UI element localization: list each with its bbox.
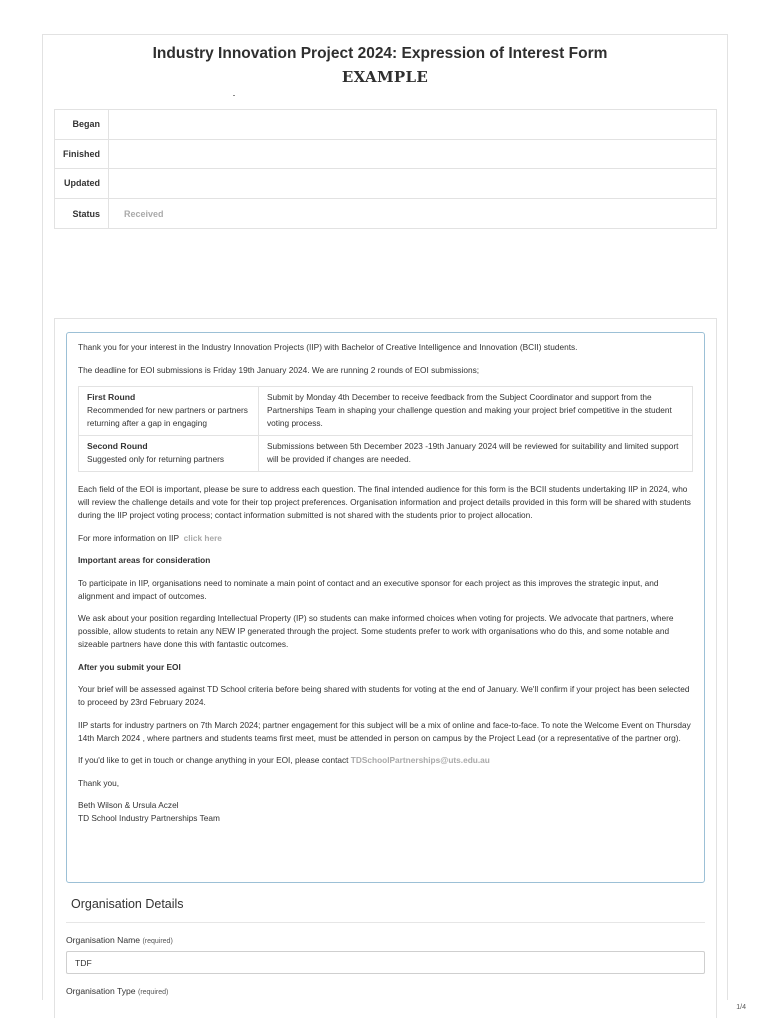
thanks-text: Thank you, [78, 777, 120, 788]
divider-dot [233, 95, 235, 96]
organisation-name-field[interactable]: TDF [66, 951, 705, 974]
contact-line [78, 754, 693, 767]
form-body [54, 318, 717, 1018]
round-detail: Submissions between 5th December 2023 -19th January 2024 will be reviewed for suitability and limited support will be provided if changes are needed. [259, 436, 693, 472]
round-note: Suggested only for returning partners [87, 454, 224, 464]
meta-row-finished [55, 140, 716, 170]
required-marker: (required) [137, 989, 169, 996]
assessed-text: Your brief will be assessed against TD School criteria before being shared with students for voting at the end of January. We'll confirm if your project has been selected to proceed by 23rd February 2024. [78, 684, 690, 707]
organisation-name-label [66, 935, 173, 945]
starts-text: IIP starts for industry partners on 7th March 2024; partner engagement for this subject will be a mix of online and face-to-face. To note the Welcome Event on Thursday 14th March 2024 , where partners and students teams first meet, must be attended in person on campus by the Project Lead (or a representative of the partner org). [78, 719, 691, 743]
rounds-table [78, 386, 693, 472]
meta-label: Status [55, 199, 109, 229]
field-label-text: Organisation Type [66, 986, 136, 996]
important-heading: Important areas for consideration [78, 555, 211, 565]
click-here-link[interactable]: click here [183, 532, 222, 543]
meta-value [109, 110, 716, 139]
meta-row-began [55, 110, 716, 140]
ip-text: We ask about your position regarding Intellectual Property (IP) so students can make informed choices when voting for projects. We advocate that partners, where possible, allow students to retain any NEW IP generated through the project. Some students prefer to work with organisations who do this, and some notable and sizeable partners have done this with fantastic outcomes. [78, 613, 674, 649]
deadline-text: The deadline for EOI submissions is Friday 19th January 2024. We are running 2 rounds of EOI submissions; [78, 364, 480, 375]
round-row-first [79, 387, 693, 436]
meta-value [109, 169, 716, 198]
required-marker: (required) [142, 938, 173, 945]
more-info-text: For more information on IIP [78, 532, 179, 543]
signature-team: TD School Industry Partnerships Team [78, 813, 220, 823]
round-name: First Round [87, 392, 136, 402]
round-detail: Submit by Monday 4th December to receive feedback from the Subject Coordinator and support from the Partnerships Team in shaping your challenge question and making your project brief competitive in the student voting process. [259, 387, 693, 436]
form-title: Industry Innovation Project 2024: Expression of Interest Form [152, 45, 608, 62]
field-label-text: Organisation Name [66, 935, 141, 945]
section-divider [66, 922, 705, 923]
intro-text: Thank you for your interest in the Industry Innovation Projects (IIP) with Bachelor of Creative Intelligence and Innovation (BCII) students. [78, 342, 578, 352]
meta-label: Finished [55, 140, 109, 169]
meta-row-updated [55, 169, 716, 199]
meta-label: Updated [55, 169, 109, 198]
submission-meta-table [54, 109, 717, 229]
organisation-type-label [66, 986, 168, 996]
page-number: 1/4 [736, 1004, 746, 1011]
more-info-line [78, 532, 693, 545]
after-heading: After you submit your EOI [78, 661, 181, 672]
round-name: Second Round [87, 441, 148, 451]
meta-row-status [55, 199, 716, 229]
meta-value [109, 140, 716, 169]
participate-text: To participate in IIP, organisations need to nominate a main point of contact and an executive sponsor for each project as this improves the strategic input, and alignment and impact of outcomes. [78, 577, 659, 601]
status-value: Received [124, 208, 164, 219]
signature-name: Beth Wilson & Ursula Aczel [78, 800, 179, 810]
info-panel [66, 332, 705, 883]
form-page [42, 34, 728, 1000]
form-subtitle: EXAMPLE [341, 68, 429, 86]
round-note: Recommended for new partners or partners returning after a gap in engaging [87, 405, 248, 428]
field-importance-text: Each field of the EOI is important, please be sure to address each question. The final intended audience for this form is the BCII students undertaking IIP in 2024, who will review the challenge details and vote for their top project preferences. Organisation information and project details provided in this form will be shared with students during the IIP project voting process; contact information submitted is not shared with the students prior to project allocation. [78, 484, 691, 520]
contact-text: If you'd like to get in touch or change anything in your EOI, please contact [78, 755, 349, 765]
contact-email-link[interactable]: TDSchoolPartnerships@uts.edu.au [350, 755, 490, 765]
round-row-second [79, 436, 693, 472]
meta-label: Began [55, 110, 109, 139]
section-title-organisation: Organisation Details [71, 897, 184, 911]
